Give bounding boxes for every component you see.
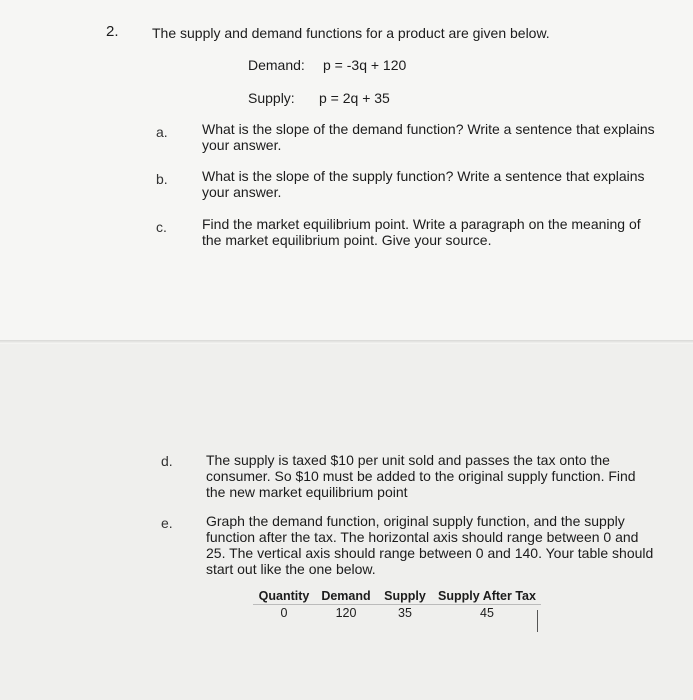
supply-equation: p = 2q + 35 — [319, 90, 390, 106]
part-b-question — [202, 168, 645, 200]
part-b-letter: b. — [156, 171, 168, 187]
part-e-line: Graph the demand function, original supply function, and the supply — [206, 513, 625, 529]
part-c-letter: c. — [156, 219, 167, 235]
part-a-line: What is the slope of the demand function? Write a sentence that explains — [202, 121, 655, 137]
table-header: Demand — [321, 589, 371, 603]
part-b-line: your answer. — [202, 184, 282, 200]
table-cell: 0 — [253, 605, 315, 622]
part-c-line: the market equilibrium point. Give your source. — [202, 232, 492, 248]
table-header: Supply — [384, 589, 426, 603]
part-e-line: start out like the one below. — [206, 561, 376, 577]
part-a-letter: a. — [156, 124, 168, 140]
demand-label: Demand: — [248, 57, 305, 73]
part-d-line: the new market equilibrium point — [206, 484, 408, 500]
part-d-letter: d. — [161, 453, 173, 469]
table-header: Supply After Tax — [438, 589, 536, 603]
table-header: Quantity — [258, 589, 310, 603]
part-e-line: function after the tax. The horizontal axis should range between 0 and — [206, 529, 639, 545]
part-b-line: What is the slope of the supply function? Write a sentence that explains — [202, 168, 645, 184]
part-e-question — [206, 513, 653, 577]
problem-number: 2. — [106, 23, 119, 40]
table-header-row — [253, 588, 541, 605]
part-c-line: Find the market equilibrium point. Write a paragraph on the meaning of — [202, 216, 641, 232]
table-cell: 120 — [315, 605, 377, 622]
part-d-line: consumer. So $10 must be added to the original supply function. Find — [206, 468, 636, 484]
problem-intro: The supply and demand functions for a product are given below. — [152, 25, 550, 41]
part-a-line: your answer. — [202, 137, 282, 153]
table-row — [253, 605, 541, 622]
table-border-mark — [537, 610, 538, 632]
supply-label: Supply: — [248, 90, 295, 106]
table-cell: 35 — [377, 605, 433, 622]
part-d-question — [206, 452, 636, 500]
part-c-question — [202, 216, 641, 248]
demand-equation: p = -3q + 120 — [323, 57, 407, 73]
part-e-line: 25. The vertical axis should range between 0 and 140. Your table should — [206, 545, 654, 561]
part-a-question — [202, 121, 655, 153]
part-d-line: The supply is taxed $10 per unit sold and passes the tax onto the — [206, 452, 610, 468]
part-e-letter: e. — [161, 515, 173, 531]
table-cell: 45 — [433, 605, 541, 622]
data-table — [253, 588, 541, 621]
